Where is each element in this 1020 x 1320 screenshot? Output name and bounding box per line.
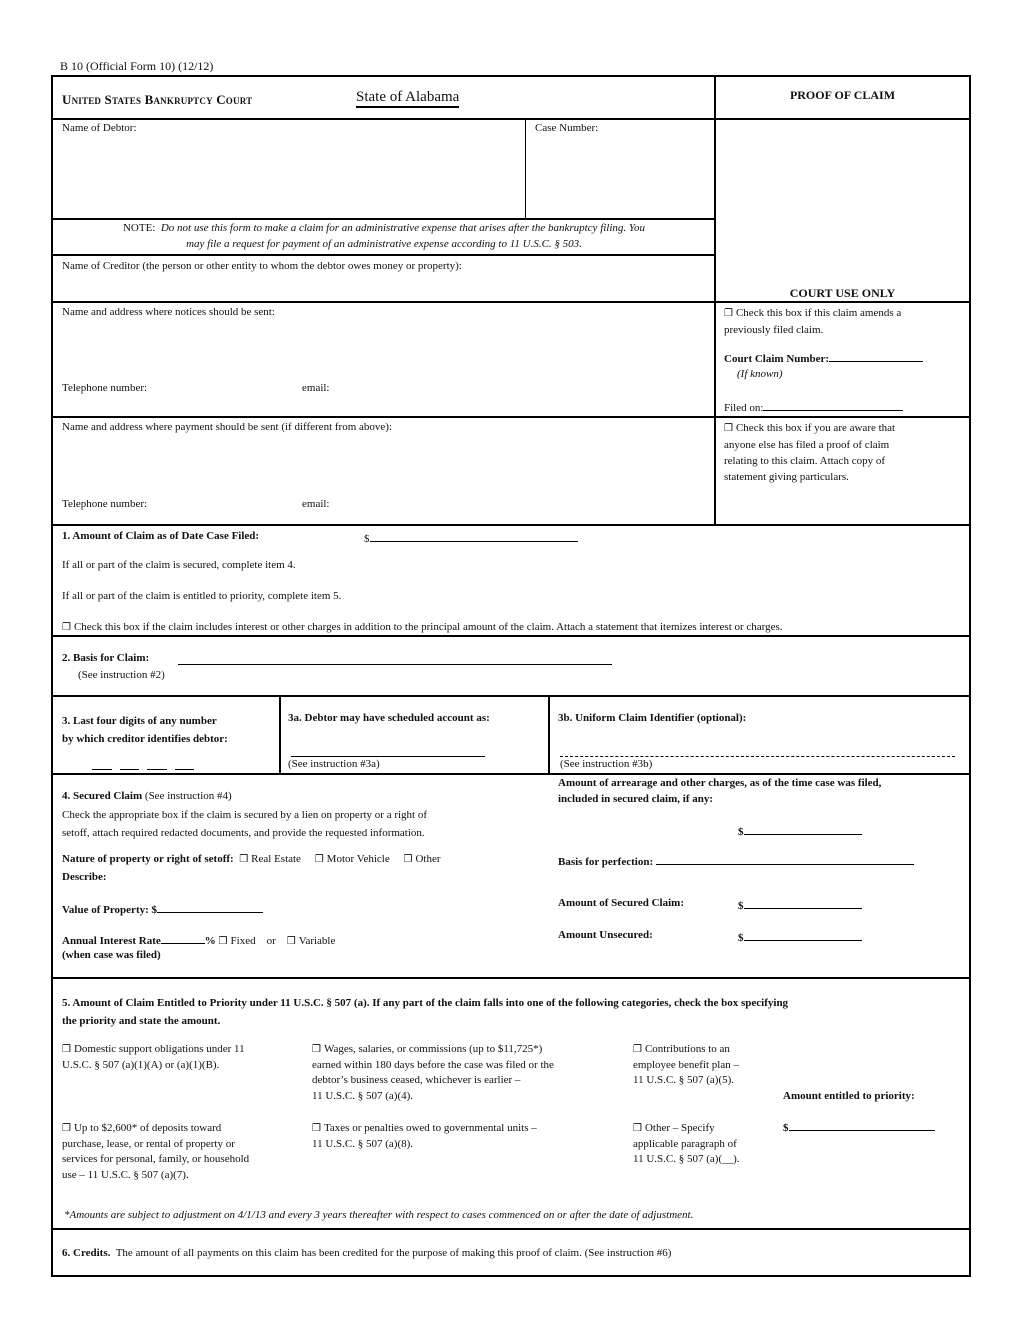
aware-line2: anyone else has filed a proof of claim [724, 439, 890, 451]
aware-section [724, 420, 895, 485]
arrearage-amount: $ [738, 823, 862, 838]
unsecured-field[interactable] [744, 929, 862, 941]
amend-line2: previously filed claim. [724, 324, 824, 336]
s1-secured-line: If all or part of the claim is secured, complete item 4. [62, 559, 296, 571]
amend-checkbox[interactable]: ❒ [724, 308, 733, 319]
debtor-name-label: Name of Debtor: [62, 122, 137, 134]
notices-address-field[interactable] [62, 322, 707, 374]
s2-title: 2. Basis for Claim: [62, 652, 150, 664]
arrearage-field[interactable] [744, 823, 862, 835]
court-claim-number-label: Court Claim Number: [724, 350, 923, 365]
priority-taxes: ❒ Taxes or penalties owed to governmental units – 11 U.S.C. § 507 (a)(8). [312, 1122, 537, 1150]
note-line2: may file a request for payment of an administrative expense according to 11 U.S.C. § 503. [186, 238, 582, 250]
aware-checkbox[interactable]: ❒ [724, 423, 733, 434]
value-of-property-field[interactable] [157, 901, 263, 913]
priority-contributions: ❒ Contributions to an employee benefit plan – 11 U.S.C. § 507 (a)(5). [633, 1043, 739, 1086]
other-property-checkbox[interactable]: ❒ [403, 854, 413, 865]
contributions-checkbox[interactable]: ❒ [633, 1044, 642, 1055]
s3-title: 3. Last four digits of any number by which creditor identifies debtor: [62, 715, 228, 745]
describe-label: Describe: [62, 871, 107, 883]
arrearage-label: Amount of arrearage and other charges, as of the time case was filed, included in secured claim, if any: [558, 777, 882, 805]
real-estate-checkbox[interactable]: ❒ [239, 854, 249, 865]
court-use-only: COURT USE ONLY [789, 286, 896, 300]
court-claim-number-field[interactable] [829, 350, 923, 362]
s5-footnote: *Amounts are subject to adjustment on 4/1/13 and every 3 years thereafter with respect to cases commenced on or after the date of adjustment. [64, 1209, 694, 1221]
form-title: PROOF OF CLAIM [789, 88, 896, 102]
s2-instruction: (See instruction #2) [78, 669, 165, 681]
filed-on-field[interactable] [763, 399, 903, 411]
wages-checkbox[interactable]: ❒ [312, 1044, 321, 1055]
basis-for-claim-field[interactable] [178, 651, 612, 665]
motor-vehicle-checkbox[interactable]: ❒ [314, 854, 324, 865]
telephone-label-2: Telephone number: [62, 498, 148, 510]
priority-deposits: ❒ Up to $2,600* of deposits toward purchase, lease, or rental of property or services for personal, family, or household use – 11 U.S.C. § 507 (a)(7). [62, 1122, 250, 1181]
deposits-checkbox[interactable]: ❒ [62, 1123, 71, 1134]
basis-for-perfection: Basis for perfection: [558, 853, 914, 868]
payment-address-label: Name and address where payment should be sent (if different from above): [62, 421, 392, 433]
creditor-name-label: Name of Creditor (the person or other entity to whom the debtor owes money or property): [62, 260, 462, 272]
payment-address-field[interactable] [62, 437, 707, 492]
secured-claim-amount: $ [738, 897, 862, 912]
s1-amount-field[interactable] [370, 530, 578, 542]
other-priority-checkbox[interactable]: ❒ [633, 1123, 642, 1134]
secured-claim-label: Amount of Secured Claim: [558, 897, 684, 909]
amend-line1: Check this box if this claim amends a [735, 307, 902, 319]
telephone-label: Telephone number: [62, 382, 148, 394]
priority-domestic: ❒ Domestic support obligations under 11 U.S.C. § 507 (a)(1)(A) or (a)(1)(B). [62, 1043, 245, 1071]
amount-entitled: $ [783, 1119, 935, 1134]
s3a-title: 3a. Debtor may have scheduled account as: [288, 712, 490, 724]
aware-line3: relating to this claim. Attach copy of [724, 455, 885, 467]
priority-wages: ❒ Wages, salaries, or commissions (up to $11,725*) earned within 180 days before the case was filed or the debtor’s business ceased, whichever is earlier – 11 U.S.C. § 507 (a)(4). [312, 1043, 554, 1102]
note [56, 220, 712, 252]
s6-credits: 6. Credits. The amount of all payments on this claim has been credited for the purpose of making this proof of claim. (See instruction #6) [62, 1247, 672, 1259]
form-id: B 10 (Official Form 10) (12/12) [60, 59, 214, 73]
case-number-label: Case Number: [535, 122, 599, 134]
email-label: email: [302, 382, 330, 394]
s1-amount: $ [364, 530, 578, 545]
if-known: (If known) [737, 368, 783, 380]
secured-claim-field[interactable] [744, 897, 862, 909]
interest-checkbox[interactable]: ❒ [62, 622, 71, 633]
value-of-property: Value of Property: $ [62, 901, 263, 916]
email-label-2: email: [302, 498, 330, 510]
unsecured-amount: $ [738, 929, 862, 944]
s3b-instruction: (See instruction #3b) [560, 758, 653, 770]
when-case-filed: (when case was filed) [62, 949, 161, 961]
note-label: NOTE: [122, 222, 156, 234]
aware-line1: Check this box if you are aware that [735, 422, 896, 434]
basis-for-perfection-field[interactable] [656, 853, 914, 865]
s1-interest-line: ❒ Check this box if the claim includes interest or other charges in addition to the principal amount of the claim. Attach a statement that itemizes interest or charges. [62, 621, 783, 633]
unsecured-label: Amount Unsecured: [558, 929, 653, 941]
s1-title: 1. Amount of Claim as of Date Case Filed: [62, 530, 260, 542]
fixed-checkbox[interactable]: ❒ [218, 936, 228, 947]
last-four-digits-field[interactable] [92, 760, 194, 770]
interest-rate-field[interactable] [161, 932, 205, 944]
amount-entitled-field[interactable] [789, 1119, 935, 1131]
scheduled-account-field[interactable] [291, 744, 485, 757]
s4-title: 4. Secured Claim (See instruction #4) [62, 790, 232, 802]
amend-section [724, 305, 901, 338]
variable-checkbox[interactable]: ❒ [286, 936, 296, 947]
s3b-title: 3b. Uniform Claim Identifier (optional): [558, 712, 747, 724]
s3a-instruction: (See instruction #3a) [288, 758, 380, 770]
creditor-name-field[interactable] [62, 276, 707, 298]
priority-other: ❒ Other – Specify applicable paragraph of 11 U.S.C. § 507 (a)(__). [633, 1122, 740, 1165]
court-name: United States Bankruptcy Court [62, 92, 253, 107]
annual-interest-rate: Annual Interest Rate % ❒ Fixed or ❒ Variable [62, 932, 335, 947]
s5-title: 5. Amount of Claim Entitled to Priority under 11 U.S.C. § 507 (a). If any part of the claim falls into one of the following categories, check the box specifying the priority and state the amount. [62, 997, 789, 1027]
state-name: State of Alabama [356, 89, 459, 108]
notices-address-label: Name and address where notices should be sent: [62, 306, 275, 318]
debtor-name-field[interactable] [62, 136, 520, 214]
amount-entitled-label: Amount entitled to priority: [783, 1090, 915, 1102]
taxes-checkbox[interactable]: ❒ [312, 1123, 321, 1134]
s1-priority-line: If all or part of the claim is entitled to priority, complete item 5. [62, 590, 342, 602]
s4-description: Check the appropriate box if the claim is secured by a lien on property or a right of setoff, attach required redacted documents, and provide the requested information. [62, 809, 428, 839]
nature-of-property: Nature of property or right of setoff: ❒ Real Estate ❒ Motor Vehicle ❒ Other [62, 853, 441, 865]
filed-on-label: Filed on: [724, 399, 903, 414]
domestic-checkbox[interactable]: ❒ [62, 1044, 71, 1055]
uniform-claim-id-field[interactable] [560, 745, 955, 757]
aware-line4: statement giving particulars. [724, 471, 849, 483]
note-line1: Do not use this form to make a claim for an administrative expense that arises after the bankruptcy filing. You [160, 222, 646, 234]
case-number-field[interactable] [535, 136, 710, 214]
